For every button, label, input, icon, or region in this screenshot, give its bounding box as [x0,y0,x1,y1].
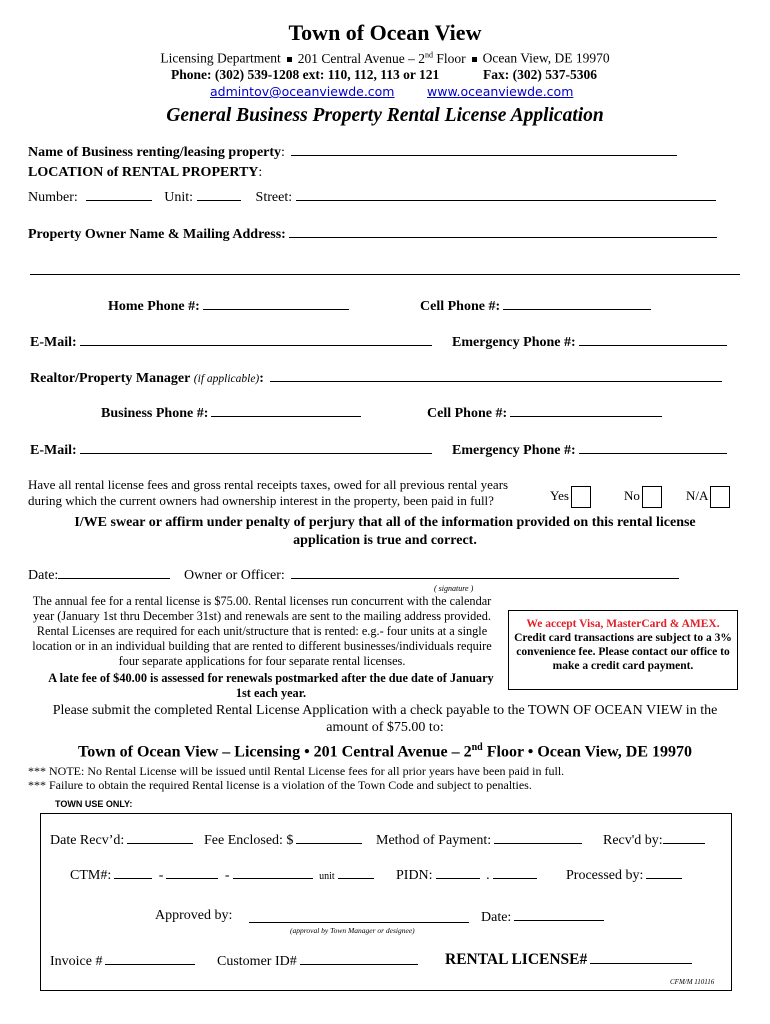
fee-paragraph: The annual fee for a rental license is $75.00. Rental licenses run concurrent with the calendar year (January 1st thru December 31st) and renewals are sent to the mailing address provided. Rental Licenses are required for each unit/structure that is rented: e.g.- four units at a single location or in an individual building that are rented to different businesses/individuals require four separate applications for four separate rental licenses. [32,594,492,668]
processed-input[interactable] [646,866,682,879]
location-row [28,188,719,206]
home-phone-label: Home Phone #: [108,299,200,314]
owner-officer-label: Owner or Officer: [184,568,285,583]
processed-label: Processed by: [566,868,644,883]
recvd-by-label: Recv'd by: [603,833,663,848]
cell-phone-input[interactable] [503,297,651,310]
street-label: Street: [255,190,293,205]
number-input[interactable] [86,188,152,201]
na-label: N/A [686,487,709,503]
rental-license-input[interactable] [590,951,692,964]
pidn-label: PIDN: [396,868,433,883]
yes-option [550,486,591,508]
location-label: LOCATION of RENTAL PROPERTY: [28,165,263,180]
customer-id-row [217,952,421,970]
ctm-row: CTM#: - - unit [70,866,377,884]
invoice-input[interactable] [105,952,195,965]
no-label: No [624,487,640,503]
unit-label: Unit: [164,190,194,205]
pidn-input-2[interactable] [493,866,537,879]
signature-input[interactable] [291,566,679,579]
header-address-line [0,50,770,67]
cell-phone-label: Cell Phone #: [420,299,501,314]
recvd-by-input[interactable] [663,831,705,844]
invoice-label: Invoice # [50,954,103,969]
email-input[interactable] [80,333,432,346]
customer-id-input[interactable] [300,952,418,965]
no-option [624,486,662,508]
realtor-email-input[interactable] [80,441,432,454]
recvd-by-row [603,831,708,849]
tax-question-line1: Have all rental license fees and gross rental receipts taxes, owed for all previous rental years [28,477,509,492]
approved-label: Approved by: [155,908,233,923]
bullet-square-icon [472,57,477,62]
realtor-cell-phone-row [427,404,665,422]
owner-signature-row [184,566,682,584]
realtor-email-row [30,441,435,459]
owner-label: Property Owner Name & Mailing Address: [28,227,286,242]
ctm-unit-input[interactable] [338,866,374,879]
na-checkbox[interactable] [710,486,730,508]
invoice-row [50,952,198,970]
email-label: E-Mail: [30,335,77,350]
date-recvd-input[interactable] [127,831,193,844]
business-phone-input[interactable] [211,404,361,417]
street-input[interactable] [296,188,716,201]
bullet-square-icon [287,57,292,62]
emergency-input[interactable] [579,333,727,346]
date-recvd-row [50,831,196,849]
emergency-row [452,333,730,351]
realtor-emergency-input[interactable] [579,441,727,454]
realtor-email-label: E-Mail: [30,443,77,458]
business-name-input[interactable] [291,143,677,156]
approval-note: (approval by Town Manager or designee) [290,926,415,935]
realtor-emergency-label: Emergency Phone #: [452,443,576,458]
realtor-input[interactable] [270,369,722,382]
date-input[interactable] [58,566,170,579]
realtor-row: Realtor/Property Manager (if applicable): [30,369,725,387]
realtor-cell-phone-label: Cell Phone #: [427,406,508,421]
rental-license-label: RENTAL LICENSE# [445,951,588,968]
credit-card-box [508,610,738,690]
email-link[interactable]: admintov@oceanviewde.com [210,84,395,99]
ctm-input-2[interactable] [166,866,218,879]
date-row [28,566,173,584]
home-phone-input[interactable] [203,297,349,310]
note-line2: *** Failure to obtain the required Rental license is a violation of the Town Code and subject to penalties. [28,778,532,792]
fee-enclosed-input[interactable] [296,831,362,844]
processed-row [566,866,685,884]
method-row [376,831,585,849]
realtor-cell-phone-input[interactable] [510,404,662,417]
unit-input[interactable] [197,188,241,201]
approval-date-label: Date: [481,910,512,925]
fax-number: Fax: (302) 537-5306 [483,67,597,82]
ctm-label: CTM#: [70,868,112,883]
ctm-input-1[interactable] [114,866,152,879]
note-line1: *** NOTE: No Rental License will be issued until Rental License fees for all prior years have been paid in full. [28,764,565,778]
mailing-address: Town of Ocean View – Licensing • 201 Central Avenue – 2nd Floor • Ocean View, DE 19970 [77,742,693,761]
method-input[interactable] [494,831,582,844]
credit-card-note: Credit card transactions are subject to a 3% convenience fee. Please contact our office to make a credit card payment. [514,632,732,672]
pidn-input-1[interactable] [436,866,480,879]
business-name-label: Name of Business renting/leasing property [28,145,282,160]
submit-instructions: Please submit the completed Rental License Application with a check payable to the TOWN OF OCEAN VIEW in the amount of $75.00 to: [52,703,718,735]
date-label: Date: [28,568,59,583]
if-applicable-note: (if applicable) [193,373,260,385]
emergency-label: Emergency Phone #: [452,335,576,350]
business-phone-label: Business Phone #: [101,406,209,421]
signature-caption: ( signature ) [434,584,474,593]
ctm-input-3[interactable] [233,866,313,879]
credit-card-accept: We accept Visa, MasterCard & AMEX. [526,618,720,630]
form-code: CFM/M 110116 [670,978,715,986]
affirm-line1: I/WE swear or affirm under penalty of perjury that all of the information provided on this rental license [74,515,696,530]
realtor-label: Realtor/Property Manager [30,371,191,386]
form-title: General Business Property Rental License Application [166,105,604,126]
fee-enclosed-label: Fee Enclosed: $ [204,833,294,848]
city-state-zip: Ocean View, DE 19970 [482,50,610,66]
tax-question-line2: during which the current owners had ownership interest in the property, been paid in full? [28,493,494,508]
ctm-unit-label: unit [319,871,335,882]
number-label: Number: [28,190,78,205]
approval-date-row [481,908,607,926]
business-name-row: Name of Business renting/leasing property: [28,143,680,161]
na-option [686,486,730,508]
owner-address-line[interactable] [30,274,740,275]
website-link[interactable]: www.oceanviewde.com [427,84,574,99]
approval-date-input[interactable] [514,908,604,921]
customer-id-label: Customer ID# [217,954,297,969]
method-label: Method of Payment: [376,833,492,848]
date-recvd-label: Date Recv’d: [50,833,125,848]
owner-input[interactable] [289,225,717,238]
owner-row [28,225,720,243]
pidn-row: PIDN: . [396,866,540,884]
affirm-line2: application is true and correct. [293,533,477,548]
rental-license-row [445,951,695,969]
home-phone-row [108,297,352,315]
department-name: Licensing Department [160,50,281,66]
approved-input[interactable] [249,922,469,923]
town-use-label: TOWN USE ONLY: [55,799,133,809]
yes-checkbox[interactable] [571,486,591,508]
street-address: 201 Central Avenue – 2nd Floor [297,50,466,66]
cell-phone-row [420,297,654,315]
phone-numbers: Phone: (302) 539-1208 ext: 110, 112, 113 or 121 [171,67,440,82]
realtor-emergency-row [452,441,730,459]
email-row [30,333,435,351]
fee-enclosed-row [204,831,365,849]
late-fee-paragraph: A late fee of $40.00 is assessed for renewals postmarked after the due date of January 1st each year. [48,671,494,700]
page-title: Town of Ocean View [288,20,482,45]
no-checkbox[interactable] [642,486,662,508]
yes-label: Yes [550,487,569,503]
business-phone-row [101,404,364,422]
